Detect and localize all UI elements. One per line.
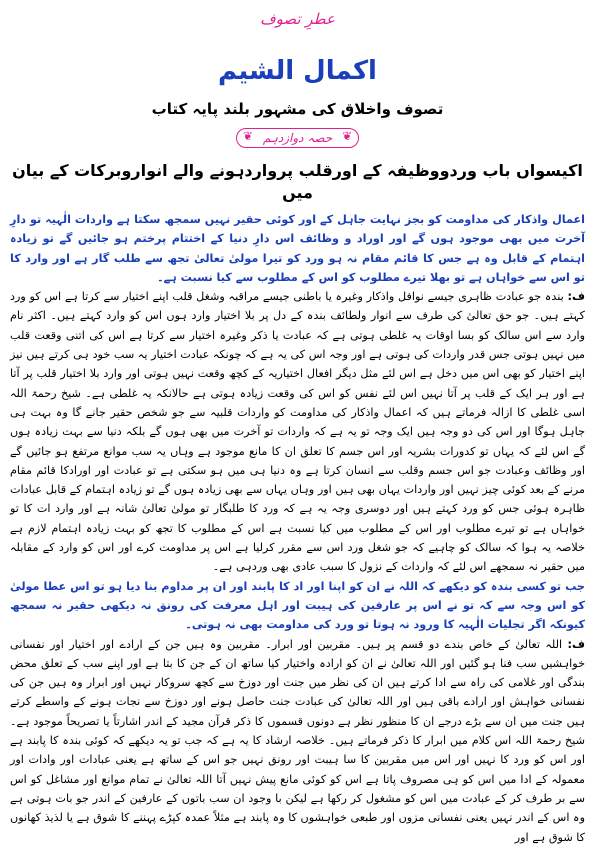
part-badge: ❦ حصہ دوازدہم ❦ xyxy=(236,128,359,148)
part-badge-wrap xyxy=(8,128,587,148)
paragraph-text: اعمال واذکار کی مداومت کو بجز نہایت جاہل کے اور کوئی حقیر نہیں سمجھ سکتا ہے واردات الٰہیہ تو دارِ آخرت میں بھی موجود ہوں گے اور اوراد و وظائف اس دارِ دنیا کے اختتام پرختم ہو جائیں گے تو زیادہ اہتمام کے قابل وہ ہے جس کا قائم مقام نہ ہو ورد کو تیرا مولیٰ تعالیٰ تجھ سے طلب گار ہے اور وارد کا تو اس سے خواہاں ہے تو بھلا تیرے مطلوب کو اس کے مطلوب سے کیا نسبت ہے۔ xyxy=(10,213,585,284)
paragraph-text: اللہ تعالیٰ کے خاص بندے دو قسم پر ہیں۔ مقربین اور ابرار۔ مقربین وہ ہیں جن کے ارادے اور اختیار اور نفسانی خواہشیں سب فنا ہو گئیں اور اللہ تعالیٰ نے ان کو ارادہ واختیار کیا ساتھ ان کے جن کا بتا ہے اور اپنے سب کے تعلق محض بندگی اور غلامی کی راہ سے ادا کرتے ہیں ان کی نظر میں جنت اور دوزخ سے کچھ سروکار نہیں اور ابرار وہ ہیں جن کی نفسانی خواہش اور ارادے باقی ہیں اور اللہ تعالیٰ کی عبادت جنت حاصل ہونے اور دوزخ سے نجات ہونے کے واسطے کرتے ہیں جنت میں ان سے بڑے درجے ان کا منظور نظر ہے دونوں قسموں کا ذکر قرآن مجید کے اندر اشارتاً یا تصریحاً موجود ہے۔ شیخ رحمۃ اللہ اس کلام میں ابرار کا ذکر فرماتے ہیں۔ خلاصہ ارشاد کا یہ ہے کہ جب تو یہ دیکھے کہ کوئی بندہ کا پابند ہے اور اس کو ورد کا نہیں اور اس میں مقربین کا سا ہیبت اور رونق نہیں جو اس کے ساتھ ہے یعنی عبادات اور وادات اور معمولہ کے ادا میں اس کو ہی مصروف پاتا ہے اس کو کوئی مانع پیش نہیں آتا اللہ تعالیٰ نے تمام موانع اور مشاغل کو اس سے بر طرف کر کے عبادت میں اس کو مشغول کر رکھا ہے لیکن با وجود ان سب باتوں کے عارفین کے اندر جو بات ہوتی ہے وہ اس کے اندر نہیں یعنی نفسانی مزوں اور طبعی خواہشوں کا وہ پابند ہے مثلاً عمدہ کپڑے پہننے کا شوق ہے یا لذیذ کھانوں کا شوق ہے اور xyxy=(10,637,586,844)
paragraph-lead: ف: xyxy=(567,290,585,304)
book-subtitle: تصوف واخلاق کی مشہور بلند پایہ کتاب xyxy=(151,100,444,118)
book-title: اکمال الشیم xyxy=(218,56,377,86)
paragraph-quote-2 xyxy=(10,577,585,635)
paragraph-commentary-2 xyxy=(10,635,585,847)
paragraph-text: جب تو کسی بندہ کو دیکھے کہ اللہ نے ان کو اپنا اور اد کا پابند اور ان پر مداوم بنا دیا ہو تو اس عطا مولیٰ کو اس وجہ سے کہ تو نے اس پر عارفین کی ہیبت اور اہل معرفت کی رونق نہ دیکھی حقیر نہ سمجھ کیونکہ اگر تجلیات الٰہیہ کا ورود نہ ہوتا تو ورد کی مداومت بھی نہ ہوتی۔ xyxy=(10,579,585,632)
article-body xyxy=(8,210,587,847)
paragraph-quote-1 xyxy=(10,210,585,287)
series-title: عطرِ تصوف xyxy=(260,10,335,28)
chapter-title: اکیسواں باب وردووظیفہ کے اورقلب پرواردہونے والے انواروبرکات کے بیان میں xyxy=(12,161,583,202)
paragraph-commentary-1 xyxy=(10,287,585,576)
paragraph-text: بندہ جو عبادت ظاہری جیسے نوافل واذکار وغیرہ یا باطنی جیسے مراقبہ وشغل قلب اپنے اختیار سے کرتا ہے اس کو ورد کہتے ہیں۔ جو حق تعالیٰ کی طرف سے انوار ولطائف بندہ کے دل پر بلا اختیار وارد ہوں اس کو وارد کہتے ہیں۔ اکثر نام وارد سے اس سالک کو بسا اوقات یہ غلطی ہوتی ہے کہ عبادت یا ذکر وغیرہ اختیار سے کرتا ہے اس کی اتنی وقعت قلب میں نہیں ہوتی جس قدر واردات کی ہوتی ہے اور وجہ اس کی یہ ہے کہ چونکہ عبادت اختیار یہ سب خود ہی کرتے ہیں نیز اپنے اختیار کو بھی اس میں دخل ہے اس لئے مثل دیگر افعال اختیاریہ کے کچھ وقعت نہیں ہوتی اور وارد بلا اختیار قلب پر آتا ہے اور ہر ایک کے قلب پر آتا نہیں اس لئے نفس کو اس کی وقعت زیادہ ہوتی ہے حالانکہ یہ غلطی ہے۔ شیخ رحمۃ اللہ اسی غلطی کا ازالہ فرماتے ہیں کہ اعمال واذکار کی مداومت کو واردات قلبیہ سے جو شخص حقیر جانے گا وہ بہت ہی جاہل ہوگا اور اس کی دو وجہ ہیں ایک وجہ تو یہ ہے کہ واردات تو آخرت میں بھی ہوں گے بلکہ دنیا سے بہت زیادہ ہوں گے اس لئے کہ یہاں تو کدورات بشریہ اور اس جسم کا تعلق ان کا مانع موجود ہے وہاں یہ سب موانع مرتفع ہو جائیں گے اور وظائف وعبادت جو اس جسم وقلب سے انسان کرتا ہے وہ دنیا ہی میں ہو سکتی ہے تو عبادت اور اورادکا قائم مقام مرنے کے بعد کوئی چیز نہیں اور واردات یہاں بھی ہیں اور وہاں یہاں سے بھی زیادہ ہوں گے تو زیادہ اہتمام کے قابل عبادات ظاہرہ ہوئی جس کو ورد کہتے ہیں اور دوسری وجہ یہ ہے کہ ورد کا طلبگار تو مولیٰ تعالیٰ شانہ ہے اور وارد ات کا تو خواہاں ہے تو تیرے مطلوب اور اس کے مطلوب میں کیا نسبت ہے اس کے مطلوب کا تجھ کو بہت زیادہ اہتمام لازم ہے خلاصہ یہ ہوا کہ سالک کو چاہیے کہ جو شغل ورد اس سے مقرر کرلیا ہے اس پر مداومت کرے اور اس کو وارد کے مقابلہ میں حقیر نہ سمجھے اس لئے کہ واردات کے نزول کا سبب عادی بھی وردہی ہے۔ xyxy=(10,290,586,574)
paragraph-lead: ف: xyxy=(567,637,585,651)
